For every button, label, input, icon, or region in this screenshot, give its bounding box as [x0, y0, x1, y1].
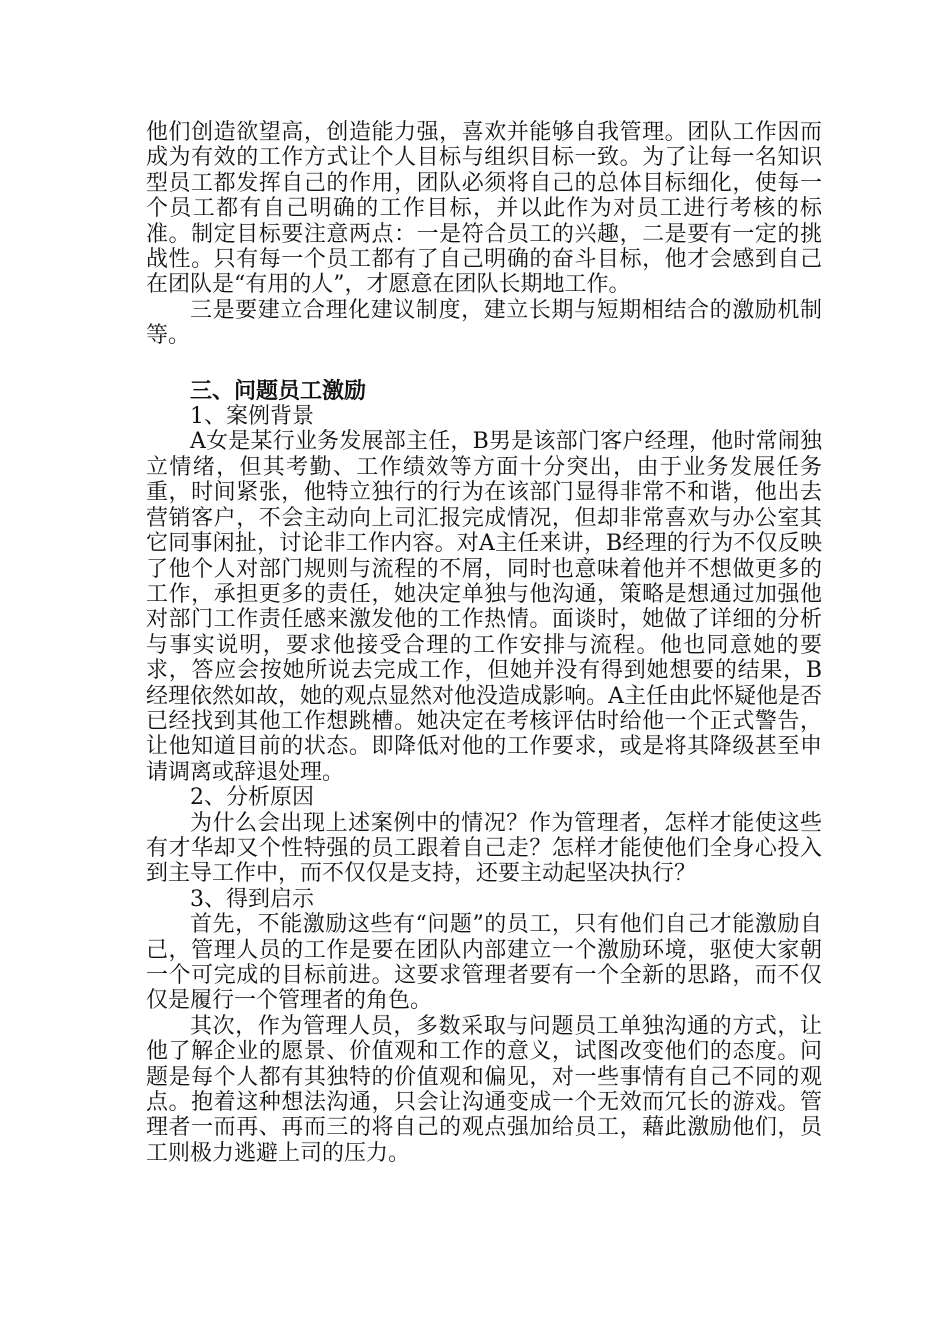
section-spacer	[146, 349, 822, 379]
paragraph-insight-second: 其次，作为管理人员，多数采取与问题员工单独沟通的方式，让他了解企业的愿景、价值观和工作的意义，试图改变他们的态度。问题是每个人都有其独特的价值观和偏见，对一些事情有自己不同的观点。抱着这种想法沟通，只会让沟通变成一个无效而冗长的游戏。管理者一而再、再而三的将自己的观点强加给员工，藉此激励他们，员工则极力逃避上司的压力。	[146, 1013, 822, 1166]
section-heading: 三、问题员工激励	[190, 377, 367, 404]
subheading-analysis: 2、分析原因	[190, 785, 314, 811]
paragraph-case-background: A女是某行业务发展部主任，B男是该部门客户经理，他时常闹独立情绪，但其考勤、工作绩效等方面十分突出，由于业务发展任务重，时间紧张，他特立独行的行为在该部门显得非常不和谐，他出去营销客户，不会主动向上司汇报完成情况，但却非常喜欢与办公室其它同事闲扯，讨论非工作内容。对A主任来讲，B经理的行为不仅反映了他个人对部门规则与流程的不屑，同时也意味着他并不想做更多的工作，承担更多的责任，她决定单独与他沟通，策略是想通过加强他对部门工作责任感来激发他的工作热情。面谈时，她做了详细的分析与事实说明，要求他接受合理的工作安排与流程。他也同意她的要求，答应会按她所说去完成工作，但她并没有得到她想要的结果，B经理依然如故，她的观点显然对他没造成影响。A主任由此怀疑他是否已经找到其他工作想跳槽。她决定在考核评估时给他一个正式警告，让他知道目前的状态。即降低对他的工作要求，或是将其降级甚至申请调离或辞退处理。	[146, 429, 822, 785]
paragraph-analysis: 为什么会出现上述案例中的情况？作为管理者，怎样才能使这些有才华却又个性特强的员工跟着自己走？怎样才能使他们全身心投入到主导工作中，而不仅仅是支持，还要主动起坚决执行？	[146, 810, 822, 887]
document-body	[146, 120, 822, 1166]
paragraph-insight-first: 首先，不能激励这些有“问题”的员工，只有他们自己才能激励自己，管理人员的工作是要在团队内部建立一个激励环境，驱使大家朝一个可完成的目标前进。这要求管理者要有一个全新的思路，而不仅仅是履行一个管理者的角色。	[146, 912, 822, 1014]
paragraph-1: 他们创造欲望高，创造能力强，喜欢并能够自我管理。团队工作因而成为有效的工作方式让个人目标与组织目标一致。为了让每一名知识型员工都发挥自己的作用，团队必须将自己的总体目标细化，使每一个员工都有自己明确的工作目标，并以此作为对员工进行考核的标准。制定目标要注意两点：一是符合员工的兴趣，二是要有一定的挑战性。只有每一个员工都有了自己明确的奋斗目标，他才会感到自己在团队是“有用的人”，才愿意在团队长期地工作。	[146, 120, 822, 298]
paragraph-2: 三是要建立合理化建议制度，建立长期与短期相结合的激励机制等。	[146, 297, 822, 349]
subheading-insights: 3、得到启示	[190, 886, 314, 912]
subheading-case-background: 1、案例背景	[190, 404, 314, 430]
